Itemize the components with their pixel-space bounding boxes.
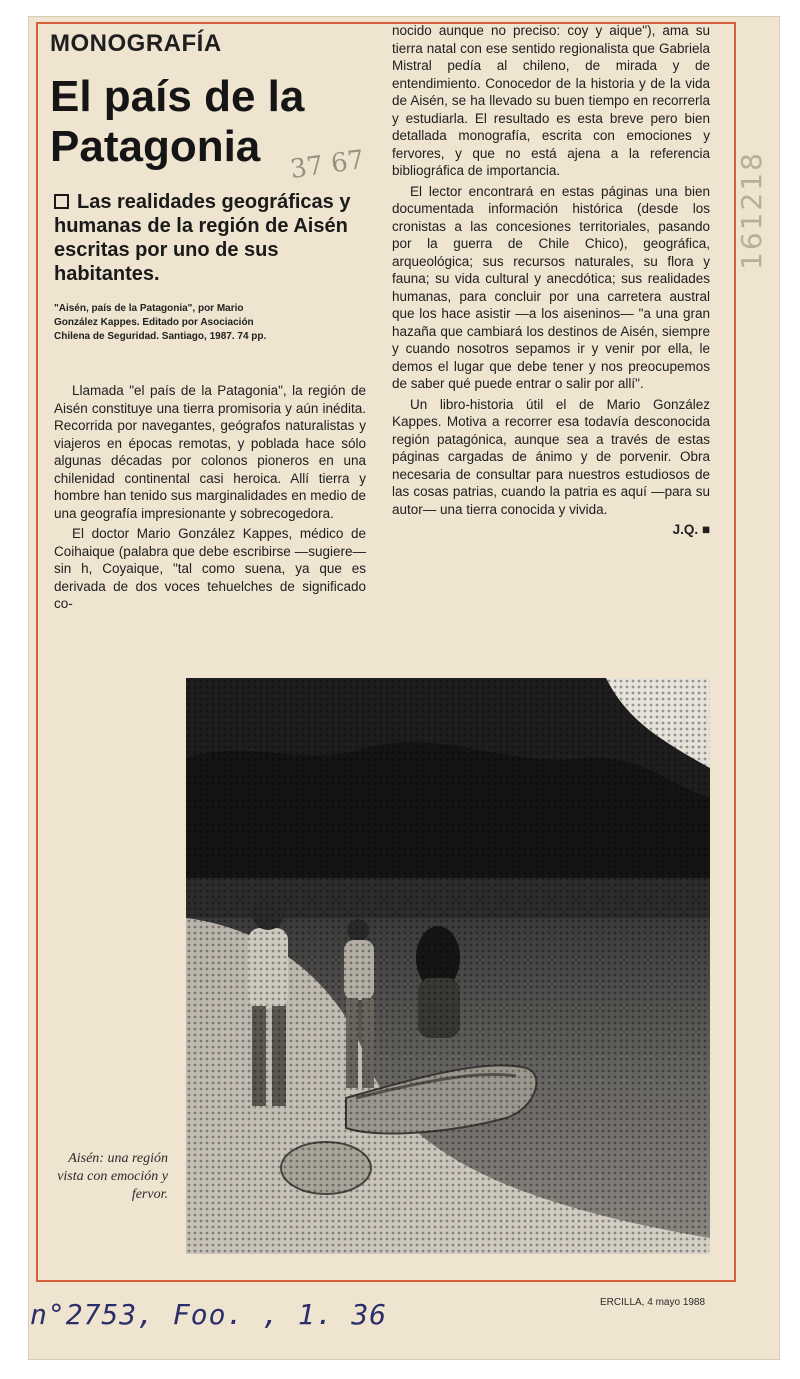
body-column-right bbox=[392, 22, 710, 539]
paragraph: Llamada "el país de la Patagonia", la región de Aisén constituye una tierra promisoria y aún inédita. Recorrida por navegantes, geógrafos naturalistas y viajeros en épocas remotas, y poblada hace sólo algunas décadas por colonos pioneros en una chilenidad continental casi heroica. Allí tierra y hombre han tenido sus marginalidades en medio de una geografía impresionante y sobrecogedora. bbox=[54, 383, 366, 521]
ink-annotation: 37 67 bbox=[288, 144, 367, 186]
archive-handwriting: n°2753, Foo. , 1. 36 bbox=[30, 1298, 388, 1331]
photo-river-scene bbox=[186, 678, 710, 1254]
checkbox-glyph-icon bbox=[54, 194, 69, 209]
article-photo bbox=[186, 678, 710, 1254]
author-signature: J.Q. ■ bbox=[672, 522, 710, 537]
paragraph: El doctor Mario González Kappes, médico de Coihaique (palabra que debe escribirse —sugiere— sin h, Coyaique, "tal como suena, ya que es derivada de dos voces tehuelches de significado co- bbox=[54, 526, 366, 611]
article-deck bbox=[54, 190, 366, 286]
paragraph: nocido aunque no preciso: coy y aique"), ama su tierra natal con ese sentido regionalista que Gabriela Mistral pedía al chileno, de mirada y de entendimiento. Conocedor de la historia y de la vida de Aisén, se ha llevado su buen tiempo en recorrerla y estudiarla. El resultado es esta breve pero bien detallada monografía, escrita con emociones y fervores, y que no está ajena a la referencia bibliográfica de importancia. bbox=[392, 23, 710, 178]
source-line: ERCILLA, 4 mayo 1988 bbox=[600, 1297, 706, 1308]
section-label: MONOGRAFÍA bbox=[50, 30, 222, 57]
book-reference: "Aisén, país de la Patagonia", por Mario González Kappes. Editado por Asociación Chilena de Seguridad. Santiago, 1987. 74 pp. bbox=[54, 303, 267, 342]
article-title: El país de la Patagonia bbox=[50, 72, 305, 171]
paragraph: Un libro-historia útil el de Mario González Kappes. Motiva a recorrer esa todavía desconocida región patagónica, aunque sea a través de estas páginas cargadas de ánimo y de porvenir. Obra necesaria de consultar para nuestros estudiosos de las cosas patrias, cuando la patria es aquí —para su autor— una tierra conocida y vivida. bbox=[392, 396, 710, 517]
body-column-left bbox=[54, 382, 366, 616]
archive-number-stamp: 161218 bbox=[735, 151, 768, 270]
paragraph: El lector encontrará en estas páginas una bien documentada información histórica (desde los cronistas a las concesiones territoriales, pasando por la guerra de Chile Chico), geográfica, arqueológica; sus recursos naturales, su flora y fauna; su vida cultural y anecdótica; sus realidades humanas, para concluir por una carretera austral que los hace asistir —a los aiseninos— "a una gran hazaña que cambiará los destinos de Aisén, siempre y cuando nosotros sepamos ir y venir por ella, le demos el lugar que debe tener y nos preocupemos de saber qué puede entrar o salir por allí". bbox=[392, 183, 710, 391]
photo-caption: Aisén: una región vista con emoción y fervor. bbox=[57, 1151, 168, 1202]
deck-text: Las realidades geográficas y humanas de la región de Aisén escritas por uno de sus habitantes. bbox=[54, 191, 351, 285]
